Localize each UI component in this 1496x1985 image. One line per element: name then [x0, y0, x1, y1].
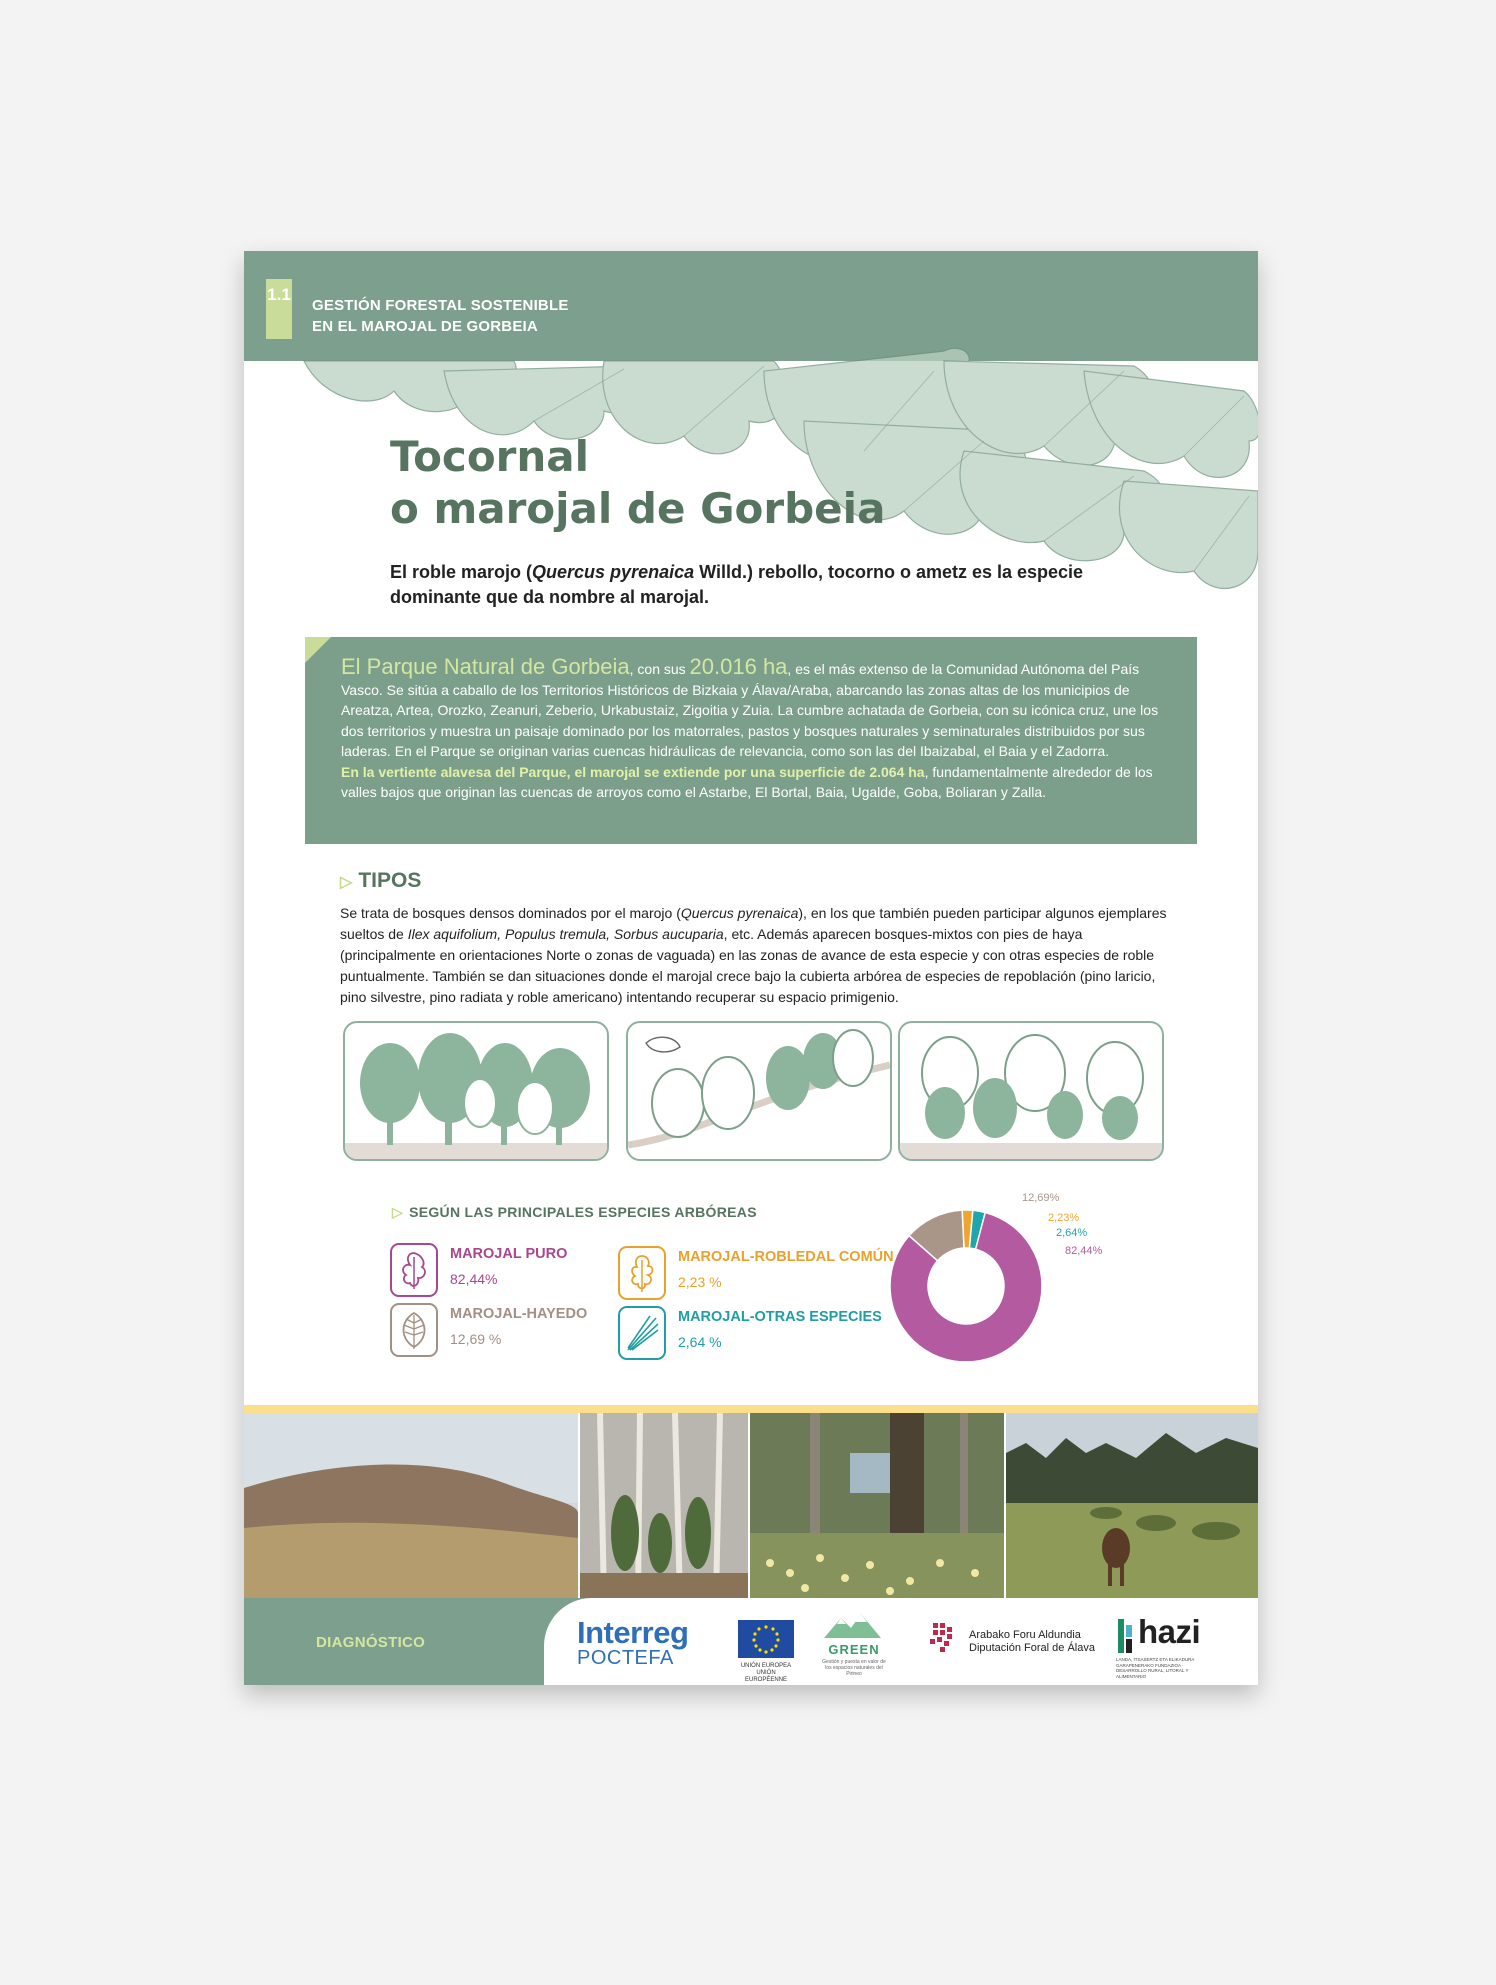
- park-name: El Parque Natural de Gorbeia: [341, 654, 630, 679]
- page-title-line1: Tocornal: [390, 432, 590, 481]
- section-title-line2: EN EL MAROJAL DE GORBEIA: [312, 318, 538, 335]
- pine-needles-icon: [618, 1306, 666, 1360]
- triangle-bullet-icon: ▷: [392, 1204, 404, 1220]
- legend-name: MAROJAL PURO: [450, 1246, 568, 1262]
- intro-text3: , fundamentalmente alrededor de los valles bajos que originan las cuencas de arroyos como el Astarbe, El Bortal, Baia, Ugalde, Goba, Boliaran y Zalla.: [341, 763, 1153, 800]
- legend-pct: 2,64 %: [678, 1334, 722, 1350]
- subtitle-part1: El roble marojo (: [390, 562, 533, 582]
- photo-horse-meadow: [1006, 1413, 1258, 1598]
- dense-forest-illustration: [343, 1021, 609, 1161]
- donut-label: 12,69%: [1022, 1192, 1060, 1204]
- tipos-t1: Se trata de bosques densos dominados por el marojo (: [340, 905, 681, 921]
- donut-label: 2,23%: [1048, 1212, 1080, 1224]
- interreg-logo: [577, 1615, 688, 1670]
- legend-pct: 12,69 %: [450, 1331, 502, 1347]
- mixed-forest-illustration: [898, 1021, 1164, 1161]
- subtitle-species: Quercus pyrenaica: [532, 562, 695, 582]
- especies-heading-text: SEGÚN LAS PRINCIPALES ESPECIES ARBÓREAS: [409, 1204, 757, 1220]
- subtitle-part2: Willd.) rebollo, tocorno o ametz es la especie dominante que da nombre al marojal.: [390, 562, 1084, 607]
- common-oak-leaf-icon: [618, 1246, 666, 1300]
- legend-pct: 2,23 %: [678, 1274, 722, 1290]
- eu-caption: UNIÓN EUROPEA UNIÓN EUROPÉENNE: [740, 1663, 792, 1683]
- beech-leaf-icon: [390, 1303, 438, 1357]
- tipos-i1: Quercus pyrenaica: [680, 905, 799, 921]
- slope-forest-illustration: [626, 1021, 892, 1161]
- page-title: [390, 431, 885, 535]
- intro-text1: , con sus: [629, 661, 690, 677]
- alava-text: [969, 1629, 1095, 1655]
- alava-line1: Arabako Foru Aldundia: [969, 1629, 1081, 1641]
- photo-strip: [244, 1413, 1258, 1598]
- intro-text2: , es el más extenso de la Comunidad Autónoma del País Vasco. Se sitúa a caballo de los Territorios Históricos de Bizkaia y Álava/Araba, abarcando las zonas altas de los municipios de Areatza, Artea, Orozko, Zeanuri, Zeberio, Urkabustaiz, Zigoitia y Zuia. La cumbre achatada de Gorbeia, con su icónica cruz, une los dos territorios y muestra un paisaje dominado por los matorrales, pastos y bosques naturales y seminaturales distribuidos por sus laderas. En el Parque se originan varias cuencas hidráulicas de relevancia, como son las del Ibaizabal, el Baia y el Zadorra.: [341, 661, 1159, 759]
- intro-box: [305, 637, 1197, 844]
- intro-highlight: En la vertiente alavesa del Parque, el marojal se extiende por una superficie de 2.064 ha: [341, 763, 925, 780]
- green-word: GREEN: [828, 1642, 880, 1657]
- legend-name: MAROJAL-ROBLEDAL COMÚN: [678, 1249, 894, 1265]
- tipos-t3: , etc. Además aparecen bosques-mixtos con pies de haya (principalmente en orientaciones Norte o zonas de vaguada) en las zonas de avance de esta especie y con otras especies de roble puntualmente. También se dan situaciones donde el marojal crece bajo la cubierta arbórea de especies de repoblación (pino laricio, pino silvestre, pino radiata y roble americano) intentando recuperar su espacio primigenio.: [340, 926, 1156, 1005]
- photo-hillside-meadow: [244, 1413, 578, 1598]
- legend-name: MAROJAL-OTRAS ESPECIES: [678, 1309, 882, 1325]
- hazi-word: hazi: [1138, 1613, 1201, 1650]
- section-number: 1.1: [266, 279, 292, 339]
- tipos-i2: Ilex aquifolium, Populus tremula, Sorbus aucuparia: [407, 926, 724, 942]
- green-caption: Gestión y puesta en valor de los espacios naturales del Pirineo: [822, 1659, 886, 1677]
- tipos-t2: ), en los que también pueden participar algunos ejemplares sueltos de: [340, 905, 1167, 942]
- yellow-divider: [244, 1405, 1258, 1413]
- tipos-heading-text: TIPOS: [358, 869, 422, 892]
- interreg-word: Interreg: [577, 1615, 689, 1650]
- tipos-text: [340, 903, 1170, 1008]
- section-title-line1: GESTIÓN FORESTAL SOSTENIBLE: [312, 297, 569, 314]
- species-donut-chart: [874, 1186, 1124, 1361]
- triangle-bullet-icon: ▷: [340, 874, 353, 891]
- page-title-line2: o marojal de Gorbeia: [390, 484, 886, 533]
- hazi-mark-icon: [1116, 1619, 1138, 1653]
- donut-label: 82,44%: [1065, 1245, 1103, 1257]
- footer-label: DIAGNÓSTICO: [316, 1634, 426, 1651]
- park-area: 20.016 ha: [689, 654, 788, 679]
- subtitle: [390, 560, 1110, 610]
- photo-daffodils-forest: [750, 1413, 1004, 1598]
- especies-heading: [392, 1204, 757, 1221]
- tipos-heading: [340, 869, 421, 893]
- intro-text: [341, 654, 1181, 803]
- donut-label: 2,64%: [1056, 1227, 1088, 1239]
- section-title: [312, 295, 569, 337]
- poctefa-word: POCTEFA: [577, 1647, 674, 1669]
- photo-winter-forest: [580, 1413, 748, 1598]
- poster-page: [244, 251, 1258, 1685]
- hazi-caption: LANDA, ITSASERTZ ETA ELIKADURA GARAPENERAKO FUNDAZIOA · DESARROLLO RURAL, LITORAL Y ALIMENTARIO: [1116, 1657, 1195, 1679]
- intro-corner-notch: [305, 637, 331, 663]
- legend-pct: 82,44%: [450, 1271, 498, 1287]
- oak-leaf-icon: [390, 1243, 438, 1297]
- alava-line2: Diputación Foral de Álava: [969, 1642, 1095, 1654]
- eu-flag-icon: [738, 1620, 794, 1658]
- green-mountains-icon: [819, 1608, 889, 1642]
- legend-name: MAROJAL-HAYEDO: [450, 1306, 588, 1322]
